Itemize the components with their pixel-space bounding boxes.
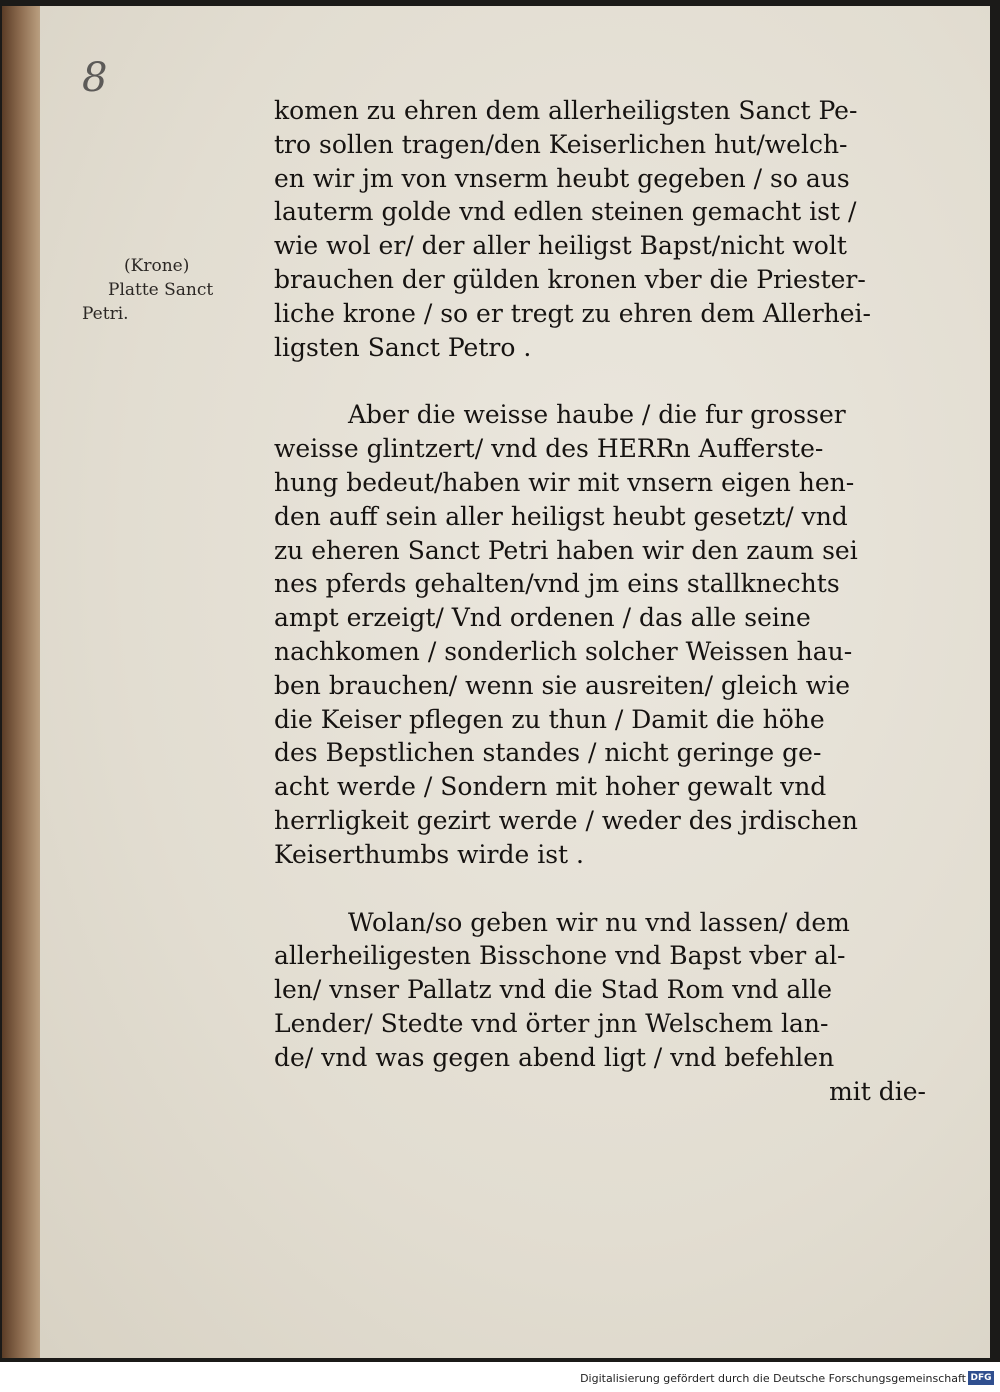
text-line: komen zu ehren dem allerheiligsten Sanct Pe-	[274, 96, 858, 125]
marginal-note-line: (Krone)	[124, 256, 190, 276]
footer-credit: Digitalisierung gefördert durch die Deutsche Forschungsgemeinschaft	[580, 1372, 966, 1385]
text-line: zu eheren Sanct Petri haben wir den zaum sei	[274, 535, 858, 565]
text-line: Keiserthumbs wirde ist .	[274, 839, 584, 869]
text-line: liche krone / so er tregt zu ehren dem Allerhei-	[274, 298, 871, 328]
text-line: die Keiser pflegen zu thun / Damit die höhe	[274, 704, 825, 734]
text-line: des Bepstlichen standes / nicht geringe ge-	[274, 738, 822, 768]
text-line: len/ vnser Pallatz vnd die Stad Rom vnd alle	[274, 975, 833, 1005]
text-line: acht werde / Sondern mit hoher gewalt vnd	[274, 772, 827, 802]
text-line: allerheiligesten Bisschone vnd Bapst vber al-	[274, 941, 846, 971]
folio-number: 8	[82, 55, 109, 101]
text-line: en wir jm von vnserm heubt gegeben / so aus	[274, 163, 850, 193]
text-line: Wolan/so geben wir nu vnd lassen/ dem	[348, 907, 850, 937]
text-line: den auff sein aller heiligst heubt gesetzt/ vnd	[274, 501, 848, 531]
dfg-logo-icon: DFG	[968, 1371, 994, 1385]
marginal-note-line: Platte Sanct	[108, 280, 214, 300]
text-line: ben brauchen/ wenn sie ausreiten/ gleich wie	[274, 670, 851, 700]
footer-bar	[0, 1362, 1000, 1392]
text-line: nes pferds gehalten/vnd jm eins stallknechts	[274, 569, 840, 599]
paragraph-3	[274, 906, 944, 1109]
text-line: weisse glintzert/ vnd des HERRn Aufferste-	[274, 434, 824, 464]
text-line: tro sollen tragen/den Keiserlichen hut/welch-	[274, 129, 848, 159]
marginal-note	[82, 254, 272, 326]
text-line: Aber die weisse haube / die fur grosser	[348, 400, 846, 430]
marginal-note-line: Petri.	[82, 304, 129, 324]
main-text	[274, 94, 944, 1142]
paragraph-2	[274, 398, 944, 871]
text-line: wie wol er/ der aller heiligst Bapst/nicht wolt	[274, 231, 847, 261]
text-line: ligsten Sanct Petro .	[274, 332, 532, 362]
text-line: brauchen der gülden kronen vber die Priester-	[274, 264, 866, 294]
text-line: ampt erzeigt/ Vnd ordenen / das alle seine	[274, 603, 811, 633]
text-line: Lender/ Stedte vnd örter jnn Welschem lan-	[274, 1008, 829, 1038]
text-line: hung bedeut/haben wir mit vnsern eigen hen-	[274, 467, 855, 497]
text-line: lauterm golde vnd edlen steinen gemacht ist /	[274, 197, 857, 227]
text-line: de/ vnd was gegen abend ligt / vnd befehlen	[274, 1042, 835, 1072]
text-line: nachkomen / sonderlich solcher Weissen hau-	[274, 636, 853, 666]
text-line: herrligkeit gezirt werde / weder des jrdischen	[274, 805, 858, 835]
catchword: mit die-	[829, 1076, 926, 1106]
paragraph-1	[274, 94, 944, 364]
